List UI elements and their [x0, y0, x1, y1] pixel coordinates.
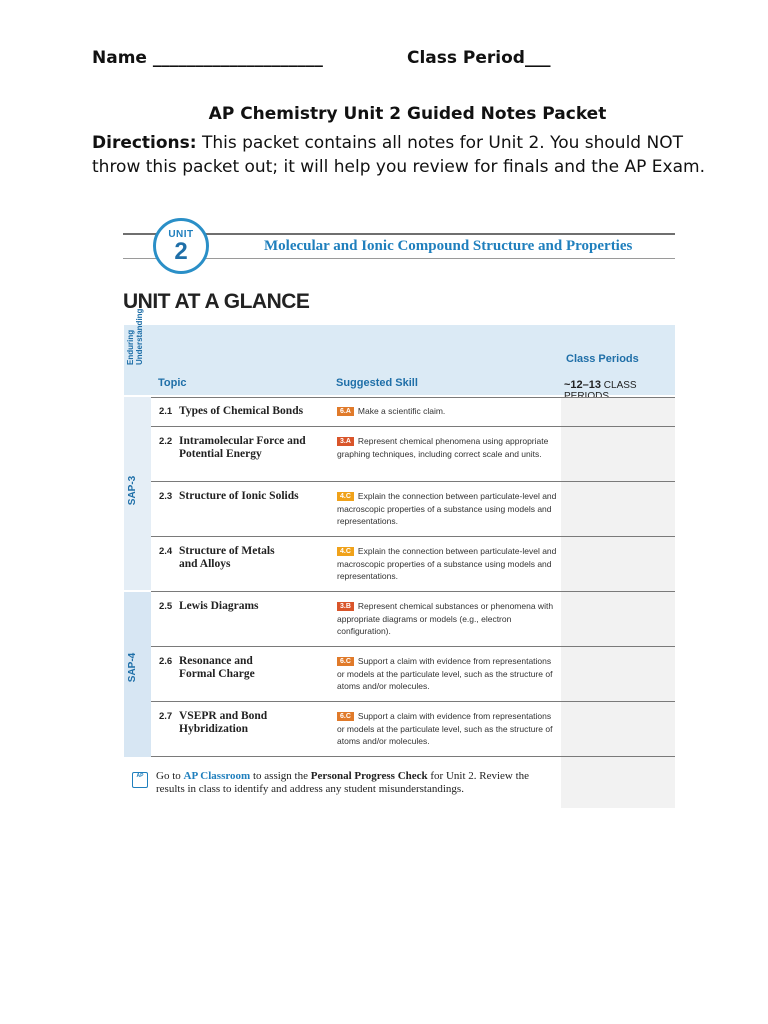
skill-badge: 4.C	[337, 547, 354, 556]
unit-badge-word: UNIT	[168, 229, 194, 240]
skill-text: Support a claim with evidence from representations or models at the particulate level, such as the structure of atoms and/or molecules.	[337, 711, 553, 746]
group-bar-sap3	[124, 397, 151, 590]
group-bar-sap4	[124, 592, 151, 757]
skill-cell	[337, 710, 561, 748]
unit-badge	[153, 218, 209, 274]
skill-badge: 3.B	[337, 602, 354, 611]
topic-number: 2.6	[159, 656, 173, 667]
topic-cell	[159, 405, 303, 418]
skill-badge: 4.C	[337, 492, 354, 501]
skill-text: Represent chemical substances or phenomena with appropriate diagrams or models (e.g., electron configuration).	[337, 601, 554, 636]
table-header	[124, 308, 675, 395]
skill-cell	[337, 655, 561, 693]
skill-text: Explain the connection between particulate-level and macroscopic properties of a substance using models and representations.	[337, 491, 557, 526]
note-post: for Unit 2. Review the results in class to identify and address any student misunderstandings.	[156, 770, 530, 795]
note-mid: to assign the	[250, 770, 311, 782]
topic-number: 2.7	[159, 711, 173, 722]
unit-badge-number: 2	[174, 238, 188, 265]
topic-title-line2: Potential Energy	[179, 448, 262, 460]
unit-topics-table	[124, 308, 675, 808]
topic-number: 2.3	[159, 491, 173, 502]
topic-cell	[159, 490, 299, 503]
topic-title: Structure of Ionic Solids	[179, 490, 299, 502]
table-row	[151, 435, 561, 479]
topic-number: 2.2	[159, 436, 173, 447]
row-divider	[151, 536, 675, 537]
topic-title-line2: and Alloys	[179, 558, 231, 570]
topic-number: 2.4	[159, 546, 173, 557]
col-topic: Topic	[158, 377, 187, 389]
topic-cell	[159, 655, 255, 681]
note-bold: Personal Progress Check	[310, 770, 428, 782]
periods-number: ~12–13	[564, 379, 602, 391]
group-label-sap3: SAP-3	[127, 475, 139, 506]
topic-cell	[159, 435, 306, 461]
col-suggested-skill: Suggested Skill	[336, 377, 418, 389]
directions-label: Directions:	[92, 133, 197, 153]
ap-classroom-icon: AP	[132, 772, 148, 788]
topic-cell	[159, 545, 275, 571]
note-pre: Go to	[156, 770, 184, 782]
skill-text: Make a scientific claim.	[357, 406, 446, 416]
col-class-periods: Class Periods	[566, 353, 639, 365]
group-label-sap4: SAP-4	[127, 652, 139, 683]
directions-text: This packet contains all notes for Unit 2. You should NOT throw this packet out; it will help you review for finals and the AP Exam.	[92, 133, 705, 177]
table-row	[151, 655, 561, 699]
topic-title: Structure of Metals	[179, 545, 275, 557]
skill-badge: 6.A	[337, 407, 354, 416]
skill-cell	[337, 490, 561, 528]
topic-title: Resonance and	[179, 655, 253, 667]
topic-number: 2.1	[159, 406, 173, 417]
topic-cell	[159, 710, 267, 736]
skill-badge: 6.C	[337, 657, 354, 666]
page-title: AP Chemistry Unit 2 Guided Notes Packet	[208, 104, 607, 124]
periods-unit: CLASS	[603, 380, 637, 391]
skill-cell	[337, 435, 561, 460]
glance-heading: UNIT AT A GLANCE	[123, 290, 310, 313]
unit-title: Molecular and Ionic Compound Structure and Properties	[264, 238, 633, 254]
row-divider	[151, 426, 675, 427]
skill-badge: 6.C	[337, 712, 354, 721]
unit-at-a-glance-figure	[123, 218, 675, 808]
skill-badge: 3.A	[337, 437, 354, 446]
personal-progress-note	[134, 770, 554, 796]
topic-title: Types of Chemical Bonds	[179, 405, 304, 417]
row-divider	[151, 701, 675, 702]
topic-cell	[159, 600, 259, 613]
topic-title: VSEPR and Bond	[179, 710, 268, 722]
table-row	[151, 600, 561, 644]
ap-classroom-link: AP Classroom	[183, 770, 251, 782]
col-enduring-understanding: Enduring Understanding	[126, 308, 144, 365]
skill-text: Represent chemical phenomena using appropriate graphing techniques, including correct scale and units.	[337, 436, 549, 459]
table-row	[151, 490, 561, 534]
skill-text: Support a claim with evidence from representations or models at the particulate level, such as the structure of atoms and/or molecules.	[337, 656, 553, 691]
table-row	[151, 710, 561, 754]
row-divider	[151, 756, 675, 757]
row-divider	[151, 646, 675, 647]
row-divider	[151, 397, 675, 398]
table-row	[151, 405, 561, 425]
skill-cell	[337, 600, 561, 638]
class-period-label: Class Period___	[407, 48, 551, 68]
name-label: Name ____________________	[92, 48, 323, 68]
class-periods-column	[561, 397, 675, 808]
skill-text: Explain the connection between particulate-level and macroscopic properties of a substance using models and representations.	[337, 546, 557, 581]
directions-paragraph	[92, 131, 722, 179]
topic-title-line2: Formal Charge	[179, 668, 255, 680]
row-divider	[151, 591, 675, 592]
topic-number: 2.5	[159, 601, 173, 612]
row-divider	[151, 481, 675, 482]
topic-title: Intramolecular Force and	[179, 435, 306, 447]
skill-cell	[337, 405, 561, 418]
note-text	[156, 770, 554, 796]
table-row	[151, 545, 561, 589]
topic-title-line2: Hybridization	[179, 723, 249, 735]
skill-cell	[337, 545, 561, 583]
topic-title: Lewis Diagrams	[179, 600, 259, 612]
